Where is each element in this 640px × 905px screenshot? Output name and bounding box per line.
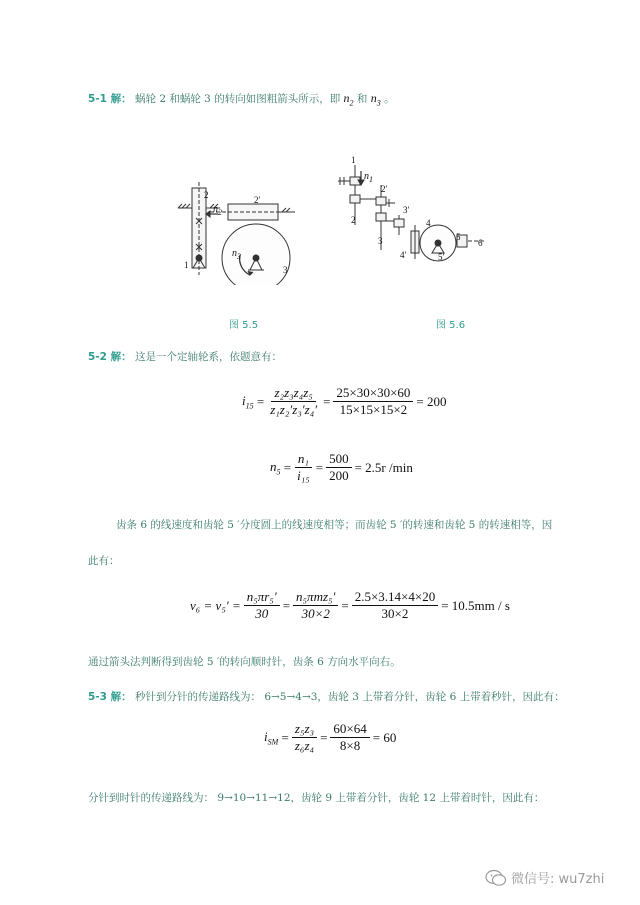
- fig56-label-2: 2: [351, 215, 356, 225]
- fig55-label-n3: $n_3$: [232, 248, 241, 261]
- s1-line: [88, 91, 395, 110]
- fig56-label-1: 1: [351, 155, 356, 165]
- fig56-label-6: 6: [478, 238, 483, 248]
- equation-isM: $i_{SM}$ = $\frac{\text{z₅z₃}}{\text{z₆z₄}}$ = $\frac{60\times 64}{8\times 8}$ = 60: [264, 721, 397, 753]
- eq1-frac1: $\frac{\text{z₂z₃z₄z₅}}{\text{z₁z₂′z₃′z₄′}}$: [270, 385, 318, 417]
- eq4-frac1: $\frac{\text{z₅z₃}}{\text{z₆z₄}}$: [292, 722, 317, 753]
- fig56-label-3: 3: [378, 236, 383, 246]
- s2-label: 5-2 解：: [88, 351, 132, 363]
- s3-text: 秒针到分针的传递路线为： 6→5→4→3，齿轮 3 上带着分针，齿轮 6 上带着秒针，因此有：: [134, 691, 565, 703]
- s1-n3: $n_3$: [370, 91, 381, 108]
- wechat-icon: [485, 869, 507, 887]
- fig56-label-3p: 3′: [403, 205, 410, 215]
- fig56-label-2p: 2′: [381, 184, 388, 194]
- s1-label: 5-1 解：: [88, 93, 132, 105]
- s1-text: 蜗轮 2 和蜗轮 3 的转向如图粗箭头所示，即: [134, 93, 341, 105]
- eq3-frac2: $\frac{\text{n₅πmz₅′}}{30\times 2}$: [293, 590, 338, 621]
- fig56-label-5p: 5′: [438, 252, 445, 262]
- s2-para2: 此有：: [88, 555, 120, 567]
- figure-5-5: [170, 180, 310, 285]
- fig55-label-n2: $n_2$: [213, 204, 222, 217]
- s3-label: 5-3 解：: [88, 691, 132, 703]
- eq4-lhs: $i_{SM}$: [264, 728, 279, 747]
- s2-line: [88, 350, 282, 364]
- s3-line: [88, 690, 565, 704]
- fig55-label-3: 3: [283, 265, 288, 275]
- eq3-lhs: v₆ = v₅′ =: [190, 597, 241, 613]
- eq4-result: = 60: [372, 729, 397, 745]
- eq3-frac3: $\frac{2.5\times 3.14\times 4\times 20}{30\times 2}$: [352, 590, 439, 621]
- s1-and: 和: [356, 93, 368, 105]
- eq2-result: = 2.5r /min: [354, 459, 413, 475]
- fig56-label-4p: 4′: [400, 250, 407, 260]
- eq2-lhs: $n_5$: [270, 458, 281, 477]
- eq1-lhs: $i_{15}$: [242, 392, 254, 411]
- eq4-frac2: $\frac{60\times 64}{8\times 8}$: [330, 722, 369, 753]
- eq1-frac2: $\frac{25\times 30\times 30\times 60}{15\times 15\times 15\times 2}$: [333, 386, 413, 417]
- fig56-label-5: 5: [456, 232, 461, 242]
- figure-5-6: [335, 155, 495, 275]
- fig56-label-4: 4: [426, 218, 431, 228]
- s1-end: 。: [384, 93, 395, 105]
- fig55-label-2p: 2′: [254, 195, 261, 205]
- watermark: [485, 868, 604, 887]
- fig55-label-1: 1: [184, 260, 189, 270]
- fig55-label-2: 2: [204, 190, 209, 200]
- equation-n5: $n_5$ = $\frac{\text{n₁}}{\text{i₁₅}}$ = $\frac{500}{200}$ = 2.5r /min: [270, 451, 413, 483]
- eq2-frac2: $\frac{500}{200}$: [326, 452, 352, 483]
- s2-conclusion: 通过箭头法判断得到齿轮 5 ′的转向顺时针，齿条 6 方向水平向右。: [88, 656, 401, 668]
- s2-para1: 齿条 6 的线速度和齿轮 5 ′分度圆上的线速度相等；而齿轮 5 ′的转速和齿轮 5 的转速相等，因: [116, 519, 553, 531]
- watermark-text: 微信号: wu7zhi: [511, 872, 605, 887]
- fig56-caption: 图 5.6: [436, 320, 466, 331]
- s3-para: 分针到时针的传递路线为： 9→10→11→12，齿轮 9 上带着分针，齿轮 12 上带着时针，因此有：: [88, 792, 545, 804]
- eq1-result: = 200: [416, 393, 447, 409]
- fig56-label-n1: $n_1$: [364, 171, 373, 184]
- equation-v6: v₆ = v₅′ = $\frac{\text{n₅πr₅′}}{30}$ = $\frac{\text{n₅πmz₅′}}{30\times 2}$ = $\frac{2.5\times 3.14\times 4\times 20}{30\times 2}$ = 10.5mm / s: [190, 589, 510, 621]
- eq3-frac1: $\frac{\text{n₅πr₅′}}{30}$: [244, 590, 280, 621]
- s2-text: 这是一个定轴轮系，依题意有：: [134, 351, 282, 363]
- eq3-result: = 10.5mm / s: [441, 597, 510, 613]
- fig55-caption: 图 5.5: [229, 320, 259, 331]
- s1-n2: $n_2$: [343, 91, 354, 108]
- eq2-frac1: $\frac{\text{n₁}}{\text{i₁₅}}$: [294, 452, 313, 483]
- equation-i15: $i_{15}$ = $\frac{\text{z₂z₃z₄z₅}}{\text{z₁z₂′z₃′z₄′}}$ = $\frac{25\times 30\times 30\times 60}{15\times 15\times 15\times 2}$ = 200: [242, 385, 447, 417]
